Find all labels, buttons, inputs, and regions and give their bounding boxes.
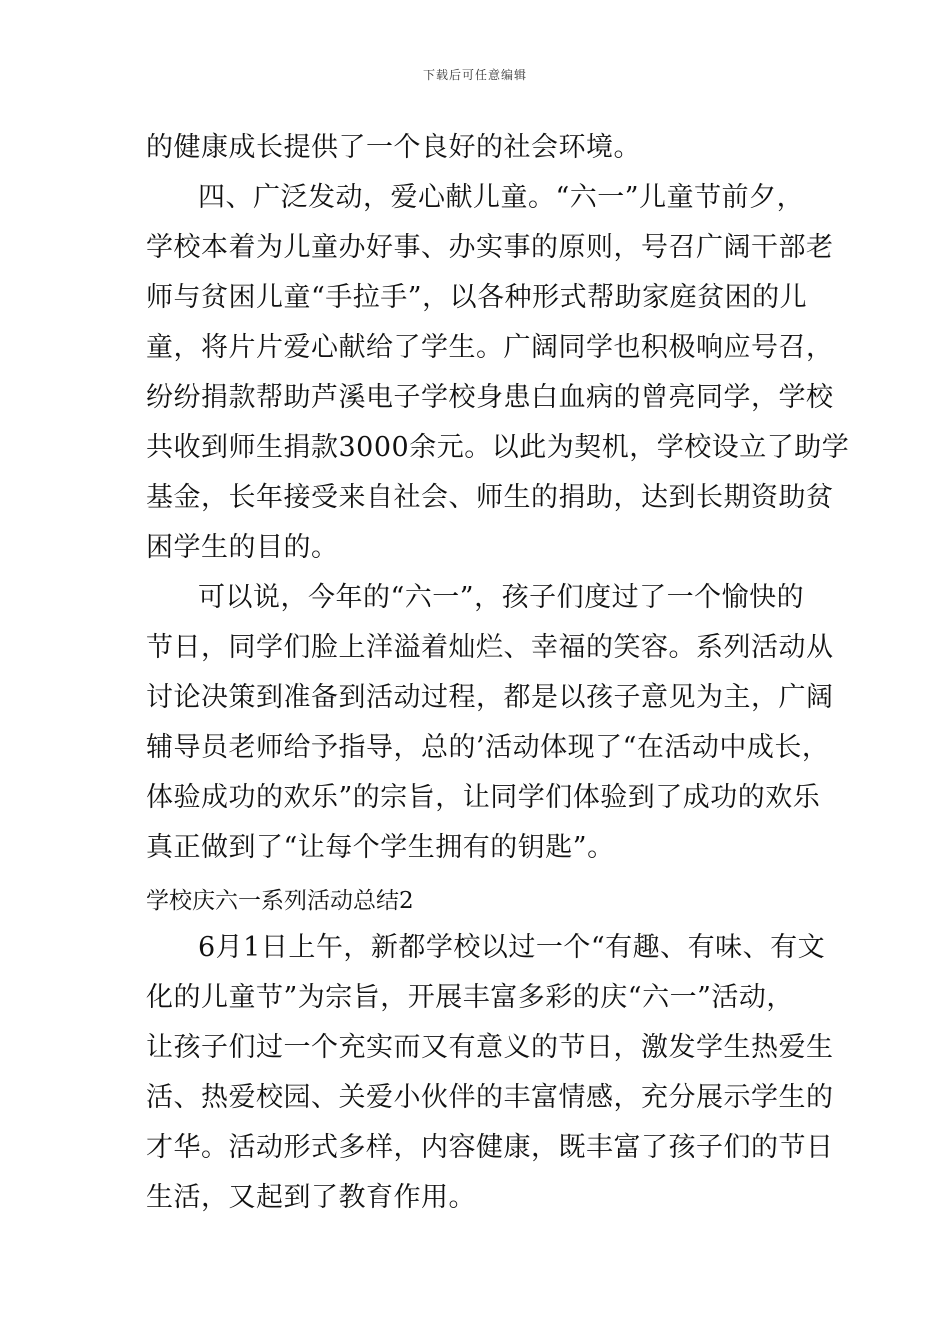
text-line: 辅导员老师给予指导，总的’活动体现了“在活动中成长， bbox=[146, 732, 830, 763]
text-line: 基金，长年接受来自社会、师生的捐助，达到长期资助贫 bbox=[146, 482, 834, 513]
text-line: 纷纷捐款帮助芦溪电子学校身患白血病的曾亮同学，学校 bbox=[146, 382, 834, 413]
text-line: 可以说，今年的“六一”，孩子们度过了一个愉快的 bbox=[198, 582, 805, 613]
text-line: 真正做到了“让每个学生拥有的钥匙”。 bbox=[146, 832, 615, 863]
text-line: 才华。活动形式多样，内容健康，既丰富了孩子们的节日 bbox=[146, 1132, 834, 1163]
text-line: 6月1日上午，新都学校以过一个“有趣、有味、有文 bbox=[198, 932, 826, 963]
text-line: 师与贫困儿童“手拉手”，以各种形式帮助家庭贫困的儿 bbox=[146, 282, 808, 313]
text-line: 生活，又起到了教育作用。 bbox=[146, 1182, 476, 1213]
text-line: 四、广泛发动，爱心献儿童。“六一”儿童节前夕， bbox=[198, 182, 805, 213]
text-line: 困学生的目的。 bbox=[146, 532, 339, 563]
section-title: 学校庆六一系列活动总结2 bbox=[146, 888, 414, 914]
text-line: 讨论决策到准备到活动过程，都是以孩子意见为主，广阔 bbox=[146, 682, 834, 713]
text-line: 节日，同学们脸上洋溢着灿烂、幸福的笑容。系列活动从 bbox=[146, 632, 834, 663]
text-line: 让孩子们过一个充实而又有意义的节日，激发学生热爱生 bbox=[146, 1032, 834, 1063]
text-line: 体验成功的欢乐”的宗旨，让同学们体验到了成功的欢乐 bbox=[146, 782, 821, 813]
text-line: 化的儿童节”为宗旨，开展丰富多彩的庆“六一”活动， bbox=[146, 982, 794, 1013]
text-line: 的健康成长提供了一个良好的社会环境。 bbox=[146, 132, 641, 163]
text-line: 学校本着为儿童办好事、办实事的原则，号召广阔干部老 bbox=[146, 232, 834, 263]
text-line: 活、热爱校园、关爱小伙伴的丰富情感，充分展示学生的 bbox=[146, 1082, 834, 1113]
text-line: 共收到师生捐款3000余元。以此为契机，学校设立了助学 bbox=[146, 432, 850, 463]
text-line: 童，将片片爱心献给了学生。广阔同学也积极响应号召， bbox=[146, 332, 834, 363]
page-header-note: 下载后可任意编辑 bbox=[422, 68, 527, 82]
